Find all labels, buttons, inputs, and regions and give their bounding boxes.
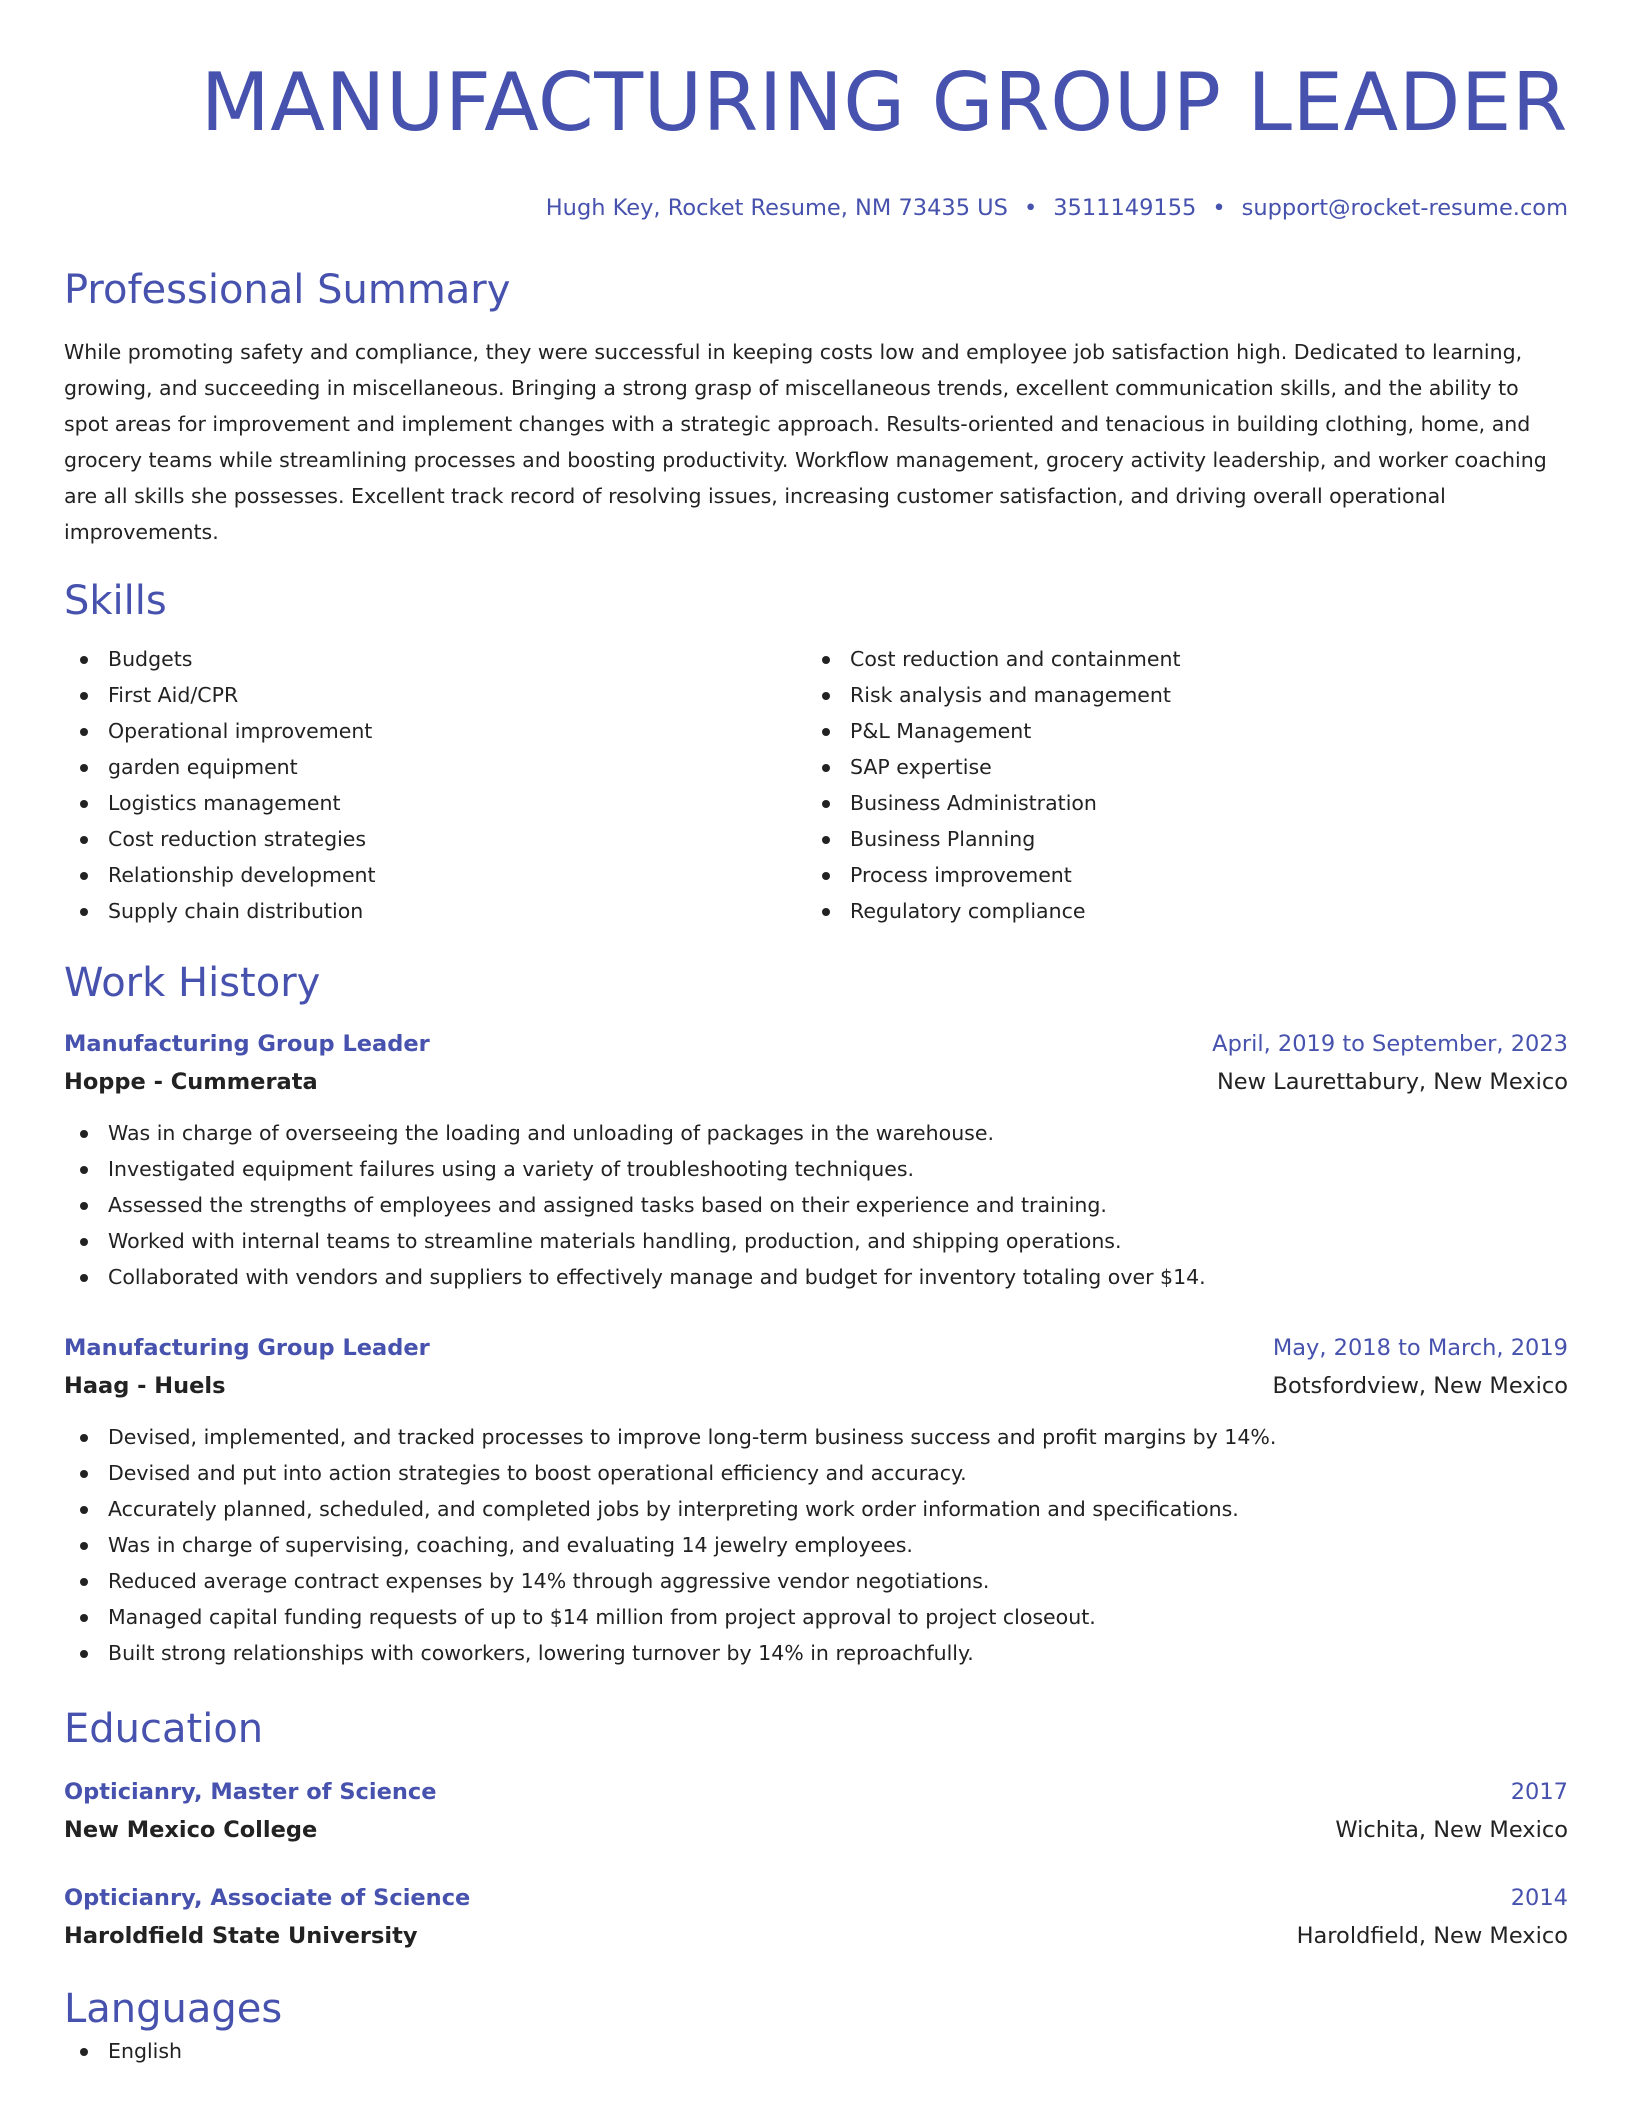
skill-item: Business Administration (806, 785, 1548, 821)
job-bullet: Managed capital funding requests of up to $14 million from project approval to project closeout. (64, 1599, 1568, 1635)
education-school-row (64, 1917, 1568, 1955)
education-heading: Education (64, 1706, 264, 1752)
job-bullet: Reduced average contract expenses by 14% through aggressive vendor negotiations. (64, 1563, 1568, 1599)
languages-section (64, 1985, 1568, 2069)
skill-item: Relationship development (64, 857, 806, 893)
job-bullet: Investigated equipment failures using a variety of troubleshooting techniques. (64, 1151, 1568, 1187)
job-bullet: Accurately planned, scheduled, and completed jobs by interpreting work order information and specifications. (64, 1491, 1568, 1527)
education-location: Wichita, New Mexico (1335, 1817, 1568, 1843)
resume-header (64, 0, 1568, 224)
job-company: Hoppe - Cummerata (64, 1069, 318, 1095)
skills-heading: Skills (64, 578, 167, 624)
skill-item: Operational improvement (64, 713, 806, 749)
skill-item: garden equipment (64, 749, 806, 785)
skills-list-right (806, 641, 1548, 929)
summary-heading: Professional Summary (64, 267, 511, 313)
contact-line (64, 192, 1568, 224)
language-item: English (64, 2033, 1568, 2069)
work-history-heading: Work History (64, 960, 321, 1006)
separator-dot: • (1212, 195, 1226, 221)
skill-item: Business Planning (806, 821, 1548, 857)
skill-item: Risk analysis and management (806, 677, 1548, 713)
job-bullet: Worked with internal teams to streamline materials handling, production, and shipping operations. (64, 1223, 1568, 1259)
skill-item: Regulatory compliance (806, 893, 1548, 929)
skill-item: Cost reduction and containment (806, 641, 1548, 677)
resume-page (64, 0, 1568, 2069)
job-bullet: Collaborated with vendors and suppliers to effectively manage and budget for inventory totaling over $14. (64, 1259, 1568, 1295)
skill-item: SAP expertise (806, 749, 1548, 785)
education-degree: Opticianry, Associate of Science (64, 1885, 471, 1911)
job-role: Manufacturing Group Leader (64, 1335, 430, 1361)
job-dates: May, 2018 to March, 2019 (1272, 1335, 1568, 1361)
job-bullets (64, 1419, 1568, 1671)
languages-heading: Languages (64, 1986, 283, 2032)
education-header-row (64, 1773, 1568, 1811)
education-entry (64, 1773, 1568, 1849)
job-bullet: Built strong relationships with coworkers, lowering turnover by 14% in reproachfully. (64, 1635, 1568, 1671)
education-section (64, 1705, 1568, 1955)
skill-item: P&L Management (806, 713, 1548, 749)
education-year: 2017 (1510, 1779, 1568, 1805)
languages-list (64, 2033, 1568, 2069)
education-school: New Mexico College (64, 1817, 318, 1843)
job-bullet: Was in charge of overseeing the loading and unloading of packages in the warehouse. (64, 1115, 1568, 1151)
job-header-row (64, 1025, 1568, 1063)
job-bullet: Assessed the strengths of employees and assigned tasks based on their experience and training. (64, 1187, 1568, 1223)
job-entry (64, 1025, 1568, 1295)
skill-item: Supply chain distribution (64, 893, 806, 929)
job-bullet: Was in charge of supervising, coaching, and evaluating 14 jewelry employees. (64, 1527, 1568, 1563)
skills-list-left (64, 641, 806, 929)
job-bullets (64, 1115, 1568, 1295)
job-company-row (64, 1063, 1568, 1101)
education-entry (64, 1879, 1568, 1955)
summary-section (64, 266, 1568, 550)
job-location: New Laurettabury, New Mexico (1216, 1069, 1568, 1095)
skill-item: Process improvement (806, 857, 1548, 893)
skill-item: Cost reduction strategies (64, 821, 806, 857)
resume-title: MANUFACTURING GROUP LEADER (200, 56, 1568, 149)
skill-item: First Aid/CPR (64, 677, 806, 713)
education-degree: Opticianry, Master of Science (64, 1779, 437, 1805)
contact-phone: 3511149155 (1053, 195, 1197, 221)
job-company: Haag - Huels (64, 1373, 226, 1399)
skills-grid (64, 641, 1568, 929)
education-school-row (64, 1811, 1568, 1849)
separator-dot: • (1023, 195, 1038, 221)
job-role: Manufacturing Group Leader (64, 1031, 430, 1057)
education-year: 2014 (1510, 1885, 1568, 1911)
job-bullet: Devised and put into action strategies to boost operational efficiency and accuracy. (64, 1455, 1568, 1491)
skill-item: Logistics management (64, 785, 806, 821)
skill-item: Budgets (64, 641, 806, 677)
contact-email[interactable]: support@rocket-resume.com (1241, 195, 1568, 221)
job-dates: April, 2019 to September, 2023 (1212, 1031, 1568, 1057)
contact-address: Hugh Key, Rocket Resume, NM 73435 US (545, 195, 1008, 221)
education-header-row (64, 1879, 1568, 1917)
job-bullet: Devised, implemented, and tracked processes to improve long-term business success and profit margins by 14%. (64, 1419, 1568, 1455)
job-header-row (64, 1329, 1568, 1367)
job-location: Botsfordview, New Mexico (1272, 1373, 1568, 1399)
education-school: Haroldfield State University (64, 1923, 418, 1949)
job-entry (64, 1329, 1568, 1671)
job-company-row (64, 1367, 1568, 1405)
summary-text: While promoting safety and compliance, they were successful in keeping costs low and employee job satisfaction high. Dedicated to learning, growing, and succeeding in miscellaneous. Bringing a strong grasp of miscellaneous trends, excellent communication skills, and the ability to spot areas for improvement and implement changes with a strategic approach. Results-oriented and tenacious in building clothing, home, and grocery teams while streamlining processes and boosting productivity. Workflow management, grocery activity leadership, and worker coaching are all skills she possesses. Excellent track record of resolving issues, increasing customer satisfaction, and driving overall operational improvements. (64, 340, 1547, 544)
education-location: Haroldfield, New Mexico (1296, 1923, 1568, 1949)
skills-section (64, 577, 1568, 929)
work-history-section (64, 959, 1568, 1671)
